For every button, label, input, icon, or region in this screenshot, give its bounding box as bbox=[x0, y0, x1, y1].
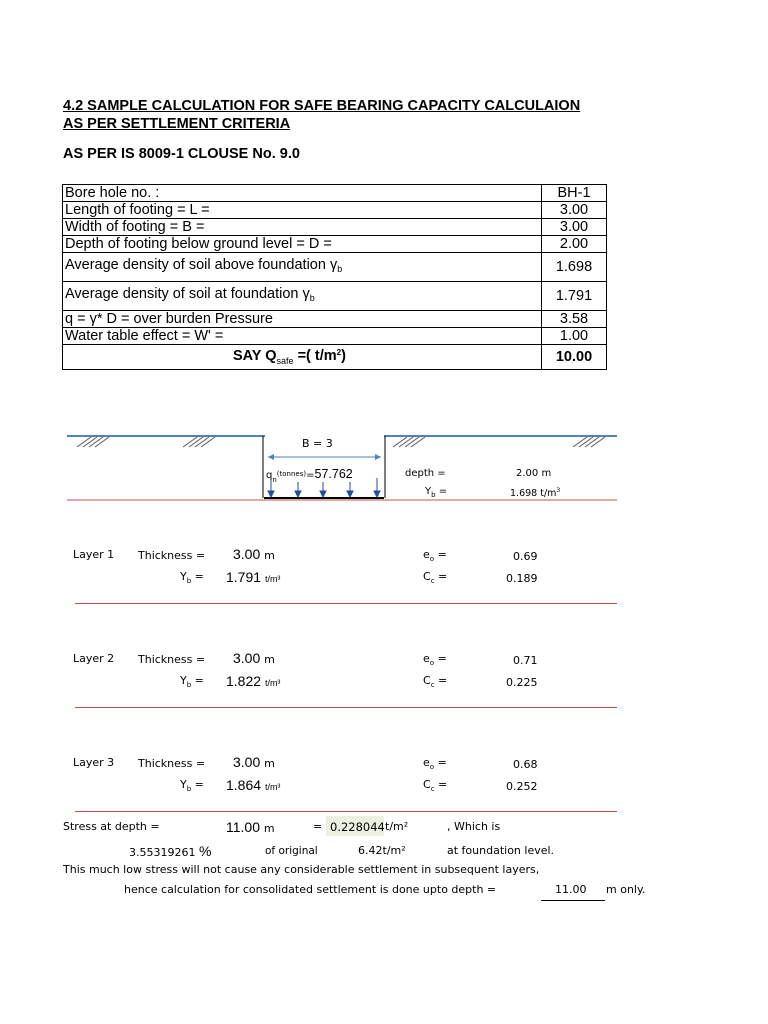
at-foundation-text: at foundation level. bbox=[447, 844, 555, 857]
final-depth-underline bbox=[541, 900, 605, 901]
layer-eo-value: 0.71 bbox=[513, 654, 538, 667]
which-is-text: , Which is bbox=[447, 820, 501, 833]
layer-gamma: 1.864 t/m³ bbox=[226, 777, 281, 793]
title-line-1: 4.2 SAMPLE CALCULATION FOR SAFE BEARING CAPACITY CALCULAION bbox=[63, 98, 581, 114]
layer-eo-value: 0.69 bbox=[513, 550, 538, 563]
param-row bbox=[63, 311, 607, 328]
subtitle: AS PER IS 8009-1 CLOUSE No. 9.0 bbox=[63, 146, 300, 162]
stress-percent: 3.55319261 % bbox=[129, 843, 212, 859]
layer-eo-value: 0.68 bbox=[513, 758, 538, 771]
layer-boundary-line bbox=[75, 603, 617, 604]
param-row bbox=[63, 328, 607, 345]
only-text: m only. bbox=[606, 883, 646, 896]
final-depth-value: 11.00 bbox=[555, 883, 587, 896]
param-label: Bore hole no. : bbox=[63, 185, 542, 202]
param-label: Width of footing = B = bbox=[63, 219, 542, 236]
layer-eo-label: $e_o$ = bbox=[423, 652, 447, 668]
param-label: Water table effect = W' = bbox=[63, 328, 542, 345]
layer-cc-label: $C_c$ = bbox=[423, 778, 448, 794]
layer-gamma-label: $Y_b$ = bbox=[180, 570, 204, 586]
original-pressure: 6.42t/m² bbox=[358, 844, 406, 857]
layer-eo-label: $e_o$ = bbox=[423, 548, 447, 564]
width-label: B = 3 bbox=[302, 437, 333, 450]
depth-label: depth = bbox=[405, 468, 446, 479]
safe-bearing-label: SAY $Q_{safe}$ =( $t/m^2$) bbox=[63, 345, 542, 370]
param-row bbox=[63, 185, 607, 202]
stress-depth: 11.00 m bbox=[226, 819, 275, 835]
gamma-label-surface: $Y_b$ = bbox=[425, 486, 448, 499]
param-row bbox=[63, 219, 607, 236]
layer-cc-value: 0.189 bbox=[506, 572, 538, 585]
stress-label: Stress at depth = bbox=[63, 820, 160, 833]
param-label: q = γ* D = over burden Pressure bbox=[63, 311, 542, 328]
param-label: Average density of soil above foundation $\gamma_b$ bbox=[63, 253, 542, 282]
safe-bearing-value: 10.00 bbox=[542, 345, 607, 370]
param-row bbox=[63, 236, 607, 253]
param-label: Depth of footing below ground level = D = bbox=[63, 236, 542, 253]
layer-gamma: 1.791 t/m³ bbox=[226, 569, 281, 585]
layer-cc-value: 0.225 bbox=[506, 676, 538, 689]
layer-gamma-label: $Y_b$ = bbox=[180, 778, 204, 794]
stress-value-unit: t/m² bbox=[385, 820, 409, 833]
layer-eo-label: $e_o$ = bbox=[423, 756, 447, 772]
layer-thickness-label: Thickness = bbox=[138, 757, 206, 770]
stress-value: 0.228044 bbox=[330, 820, 385, 834]
param-row bbox=[63, 253, 607, 282]
layer-thickness: 3.00 m bbox=[233, 650, 275, 666]
layer-thickness: 3.00 m bbox=[233, 754, 275, 770]
layer-cc-label: $C_c$ = bbox=[423, 570, 448, 586]
ground-hatch bbox=[77, 437, 605, 447]
layer-name: Layer 2 bbox=[73, 652, 115, 665]
layer-cc-value: 0.252 bbox=[506, 780, 538, 793]
of-original-text: of original bbox=[265, 845, 318, 857]
net-load-label: $q_n(tonnes)=57.762$ bbox=[266, 467, 353, 485]
param-value: BH-1 bbox=[542, 185, 607, 202]
param-value: 1.698 bbox=[542, 253, 607, 282]
layer-boundary-line bbox=[75, 707, 617, 708]
stress-eq: = bbox=[313, 820, 323, 833]
layer-gamma: 1.822 t/m³ bbox=[226, 673, 281, 689]
layer-name: Layer 1 bbox=[73, 548, 115, 561]
param-row bbox=[63, 282, 607, 311]
footing-diagram bbox=[0, 420, 768, 510]
safe-bearing-row bbox=[63, 345, 607, 370]
param-value: 1.791 bbox=[542, 282, 607, 311]
conclusion-line-2: hence calculation for consolidated settlement is done upto depth = bbox=[124, 883, 497, 896]
layer-thickness: 3.00 m bbox=[233, 546, 275, 562]
param-label: Average density of soil at foundation $\gamma_b$ bbox=[63, 282, 542, 311]
param-row bbox=[63, 202, 607, 219]
depth-value: 2.00 m bbox=[516, 468, 552, 479]
param-value: 3.00 bbox=[542, 202, 607, 219]
layer-thickness-label: Thickness = bbox=[138, 549, 206, 562]
conclusion-line-1: This much low stress will not cause any considerable settlement in subsequent layers, bbox=[63, 863, 540, 876]
layer-cc-label: $C_c$ = bbox=[423, 674, 448, 690]
layer-boundary-line bbox=[75, 811, 617, 812]
layer-name: Layer 3 bbox=[73, 756, 115, 769]
title-line-2: AS PER SETTLEMENT CRITERIA bbox=[63, 116, 291, 132]
param-value: 3.58 bbox=[542, 311, 607, 328]
layer-gamma-label: $Y_b$ = bbox=[180, 674, 204, 690]
parameters-table bbox=[62, 184, 607, 370]
param-label: Length of footing = L = bbox=[63, 202, 542, 219]
layer-thickness-label: Thickness = bbox=[138, 653, 206, 666]
param-value: 3.00 bbox=[542, 219, 607, 236]
net-load-value: 57.762 bbox=[314, 467, 353, 481]
param-value: 1.00 bbox=[542, 328, 607, 345]
gamma-value-surface: 1.698 $t/m^3$ bbox=[510, 487, 561, 500]
param-value: 2.00 bbox=[542, 236, 607, 253]
